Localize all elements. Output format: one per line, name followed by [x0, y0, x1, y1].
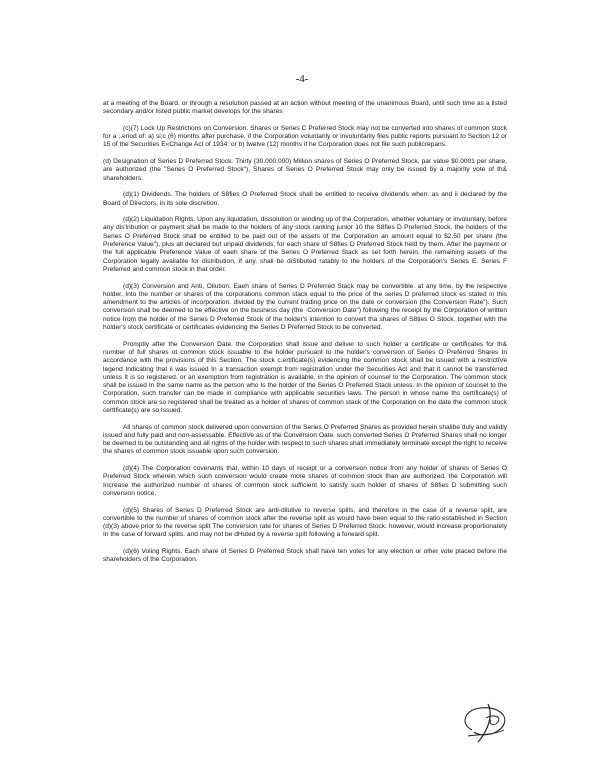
paragraph-conversion-delivery: Promptly after the Conversion Date. the Corporation shall issue and deliver to such holder a certificate or certificates for th& number of full shares ot common stock issuable to the holder pursuant to the holder's conversion of Series O Preferred Shares In accordance with the provisions of this Section. The stock c:ertificate(s) evidencing the common stock shall be issued with a restrictiVe legend Indicating that ii was issued In a transaction exempt from registration under the Securities Act and that it cannot be transferred unless It is so registered. or an exemption from registration is available. in the opinion of counsel to the Corporation. The common stock shall be issued In the same name as the person who Is the holder of the Series O Preferred Stack unless. In the opinion of counsel to the Corporation, such transfer can be made in compliance with applicable securities laws. The person in whose name ths certificate(s) of common stock are so registered shall be treated as a holder of shares of common stack of the Corporation on lhe date the common stock certlficate(s) are so Issued. — [103, 340, 507, 414]
paragraph-d-designation: (d) Designation of Series D Preferred Stock. Thirty {30.000.000) Million shares of Series O Preferred Stock, par value $0.0001 per share, are authorized (the "Series O Preferred Stock"), Shares of Series O Preferred Stock may only be issued by a majority vote of th& shareholders. — [103, 158, 507, 182]
paragraph-d3-conversion: (d)(3) Conversion and Anti, Oilution. Eaeh share of Series D Preferred Stack may be convertible. at any time, by lhe respective holder. Into the number or shares of the corporations common stack equal to the price of the series D preferred stock es stated in this amendment to the articles of incorporation. divided by the current trading price on the date or conversion (the Conversion Rate"). Such conversion shall be deemed to be effective on the business day (the ·Conversion Date") following the receipt by the Corporation of written notice from the holder of the Series D Preferred Stock of the holder's intention to convert tha shares of S8ties O Stock. together with the holder's stock certificate or certificates evidencing the Series D Preferred Stock to be converted. — [103, 282, 507, 332]
page-number: -4- — [295, 73, 309, 85]
paragraph-d4-covenant: (d)(4) The Corporation covenants that, within 10 days of receipt or a conversion notice from any holder of shares of Series O Preferred Stock wherein which such conversion would create more shares of common stock than are authorized. the Corporation will Increase the authorized number of shares of common stock sufficient to satisfy such holder of shares of S8fies D submitting such conversion notice. — [103, 465, 507, 497]
paragraph-continuation: at a meeting of the Board. or through a resolution passed at an action without meeting of the unanimous Board, until such time as a listed secondary and/or listed public market develops for the shares — [103, 100, 507, 116]
initials-signature — [458, 700, 518, 744]
paragraph-shares-issued: All shares of common stock delivered upon conversion of the Series O Preferred Shares as provided herein shallbe duly and validly issued and fully paid and non-assessable. EffectiVe as of the Conversion Oate. such converted Series O Preferred Shares shall no longer be deemed to be outstanding and all rights of the holder with respect to such shares shall immediately terminate except the right to receive the shares of common stock issuable upon such conversion. — [103, 423, 507, 456]
paragraph-d5-anti-dilutive: (d)(5) Shares of Series D Preferred Stock are anti-dilutive to reverse spills, and therefore in the case of a reverse split, are convertible to the number of shares of common stock after the reverse split as would have been equal to the ratio established in Section (d)(3) above prior to the reverse split The conversion rate for shares of Series D Preferred Stock. however, would increase proportionately In the case of forward splits. and may not be dHuted by a reverse spilt following a forward split. — [103, 506, 507, 539]
paragraph-c7-lock-up: (c)(7) Lock Up Restrictions on Conversion. Shares or Series C Preferred Stock may not be converted into shares of common stock for a ;.eriod of: a) si;c (6) months after purchase, if the Corporation voluntarily or involuntarily files public reports pursuant to Section 12 or 15 of the Securities E«Change Act of 1934: or b) twelve (12) months if he Corporation does not file such publicrepans. — [103, 124, 507, 149]
paragraph-d6-voting: (d)(6) Voling Rights. Each share of Series D Preferred Stock shall have ten votes for any election or olher vote placed before lhe shareholders of the Corporation. — [103, 548, 507, 564]
paragraph-d2-liquidation: (d)(2) Liquidation Rights. Upon any liquidation, dissolution or winding up of the Corporation, whether voluntary or involuntary, before any dis'lribution or payment shall be made to the holders of any stock ranking junior 10 the S8fies D Preferred Stock, the holders of the Series O Preferred Stock shall be entilled to be paid out of the assets of the Corporation an amount equal to $2.50 per share (the Preference Value"), plus all declared but unpaid dividends, for each share of S8fies O Preferred Stock held by them. After the payment or the full applicable Preference Value of eaeh share of the Series O Preferred Stack as set forth herein. the remaining assets of the Corporation legally available for distribution, if any, shall be diStibuted ratably to the holders of the Corporation's Series E. Series F Preferred and common stock in that order. — [103, 216, 507, 273]
document-body — [103, 100, 507, 573]
paragraph-d1-dividends: (d)(1) Dividends. The holders of S8fies O Preferred Stock shall be entitled to receive dividends when. as and ii declared by the Board of Directors, in its sole discretion. — [103, 191, 507, 207]
